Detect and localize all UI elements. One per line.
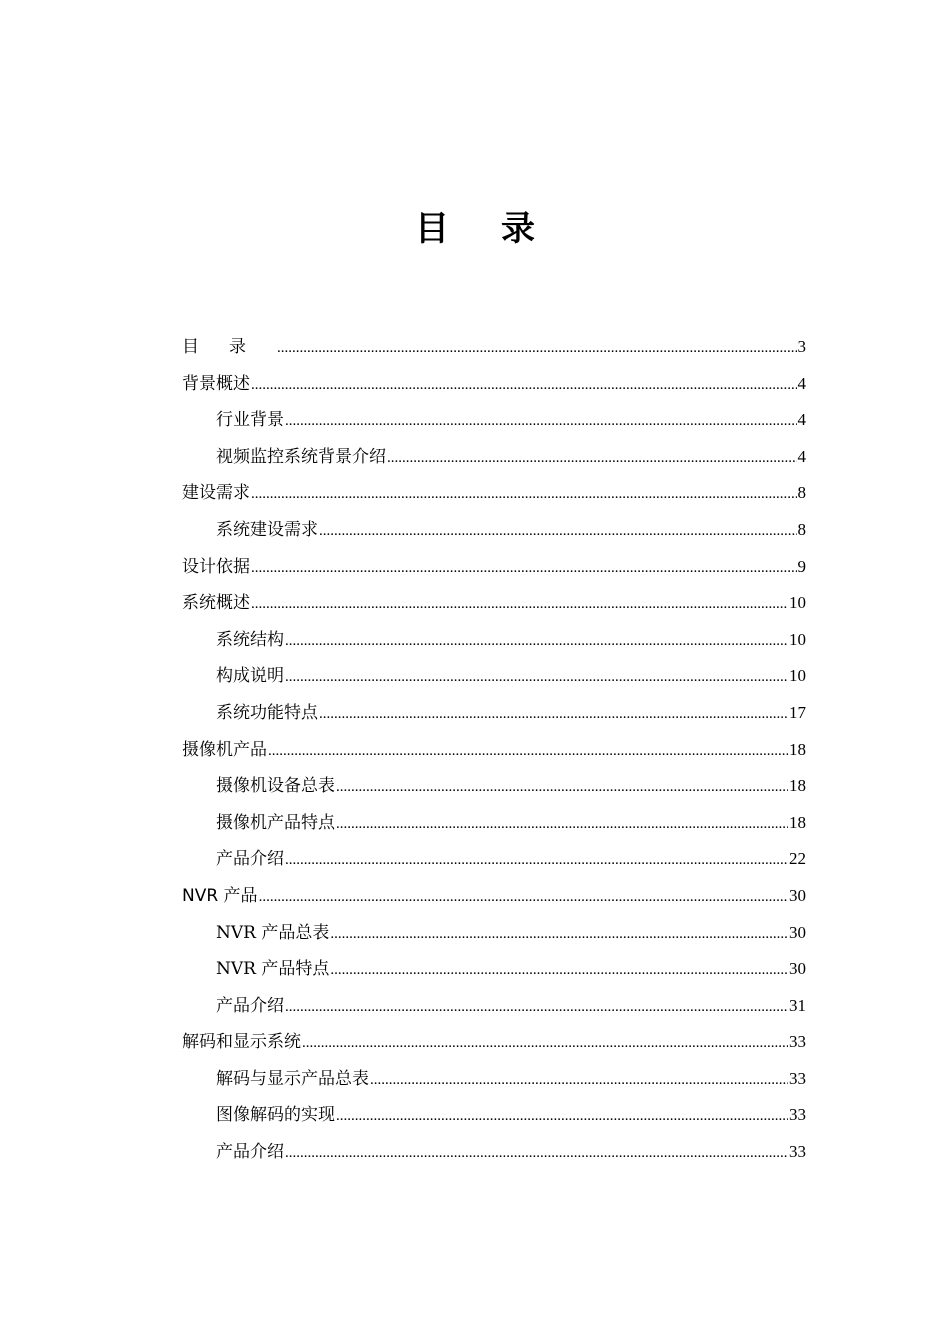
toc-page-number: 30 <box>789 885 806 905</box>
toc-page-number: 33 <box>789 1068 806 1088</box>
toc-entry[interactable] <box>180 585 806 622</box>
toc-dot-leader <box>277 330 797 367</box>
toc-entry-text: 行业背景 <box>216 410 284 431</box>
toc-entry-text: 系统建设需求 <box>216 519 318 540</box>
toc-entry[interactable] <box>180 768 806 805</box>
toc-dot-leader <box>285 989 788 1026</box>
toc-entry[interactable] <box>180 475 806 512</box>
toc-entry[interactable] <box>180 512 806 549</box>
toc-entry[interactable] <box>180 329 806 366</box>
toc-page-number: 30 <box>789 922 806 942</box>
toc-dot-leader <box>285 403 797 440</box>
toc-entry[interactable] <box>180 658 806 695</box>
toc-entry-text: NVR 产品 <box>182 885 258 906</box>
table-of-contents <box>180 329 806 1171</box>
toc-page-number: 18 <box>789 812 806 832</box>
toc-dot-leader <box>285 842 788 879</box>
toc-entry[interactable] <box>180 1061 806 1098</box>
toc-page-number: 10 <box>789 666 806 686</box>
toc-dot-leader <box>319 696 788 733</box>
page-title: 目录 <box>415 209 587 249</box>
toc-page-number: 18 <box>789 776 806 796</box>
toc-entry-text: 产品介绍 <box>216 849 284 870</box>
toc-dot-leader <box>285 623 788 660</box>
toc-entry[interactable] <box>180 841 806 878</box>
toc-page-number: 22 <box>789 849 806 869</box>
toc-dot-leader <box>302 1025 788 1062</box>
toc-dot-leader <box>268 733 788 770</box>
toc-dot-leader <box>285 659 788 696</box>
toc-dot-leader <box>251 586 788 623</box>
toc-entry-text: 系统结构 <box>216 629 284 650</box>
toc-entry-text: 系统功能特点 <box>216 702 318 723</box>
toc-page-number: 18 <box>789 739 806 759</box>
toc-page-number: 4 <box>797 373 806 393</box>
toc-entry[interactable] <box>180 622 806 659</box>
toc-page-number: 4 <box>797 410 806 430</box>
toc-entry-text: 产品介绍 <box>216 995 284 1016</box>
toc-dot-leader <box>251 550 797 587</box>
toc-entry[interactable] <box>180 439 806 476</box>
toc-dot-leader <box>336 769 788 806</box>
toc-dot-leader <box>259 879 788 916</box>
toc-entry[interactable] <box>180 805 806 842</box>
toc-entry[interactable] <box>180 549 806 586</box>
toc-page-number: 8 <box>797 483 806 503</box>
toc-page-number: 31 <box>789 995 806 1015</box>
toc-entry-text: 摄像机设备总表 <box>216 776 335 797</box>
toc-dot-leader <box>330 952 788 989</box>
toc-entry[interactable] <box>180 988 806 1025</box>
toc-dot-leader <box>251 367 797 404</box>
toc-entry[interactable] <box>180 878 806 915</box>
toc-page-number: 10 <box>789 593 806 613</box>
toc-dot-leader <box>336 806 788 843</box>
toc-entry-text: 建设需求 <box>182 483 250 504</box>
toc-dot-leader <box>370 1062 788 1099</box>
toc-entry-text: NVR 产品总表 <box>216 922 330 943</box>
toc-entry-text: 摄像机产品 <box>182 739 267 760</box>
toc-entry-text: NVR 产品特点 <box>216 959 330 980</box>
toc-entry-text: 目录 <box>182 337 276 357</box>
toc-entry[interactable] <box>180 915 806 952</box>
toc-page-number: 10 <box>789 629 806 649</box>
toc-page-number: 33 <box>789 1105 806 1125</box>
toc-entry-text: 解码与显示产品总表 <box>216 1068 369 1089</box>
toc-page-number: 8 <box>797 519 806 539</box>
toc-dot-leader <box>285 1135 788 1172</box>
toc-page-number: 4 <box>797 446 806 466</box>
toc-entry-text: 构成说明 <box>216 666 284 687</box>
toc-entry-text: 系统概述 <box>182 593 250 614</box>
toc-page-number: 33 <box>789 1142 806 1162</box>
toc-page-number: 17 <box>789 702 806 722</box>
toc-entry[interactable] <box>180 402 806 439</box>
toc-entry-text: 设计依据 <box>182 556 250 577</box>
toc-page-number: 33 <box>789 1032 806 1052</box>
toc-entry[interactable] <box>180 695 806 732</box>
toc-dot-leader <box>251 476 797 513</box>
toc-entry[interactable] <box>180 1134 806 1171</box>
toc-entry[interactable] <box>180 732 806 769</box>
toc-entry-text: 产品介绍 <box>216 1142 284 1163</box>
toc-entry[interactable] <box>180 366 806 403</box>
toc-entry-text: 解码和显示系统 <box>182 1032 301 1053</box>
toc-entry[interactable] <box>180 1097 806 1134</box>
toc-page-number: 3 <box>797 337 806 356</box>
toc-entry[interactable] <box>180 951 806 988</box>
toc-dot-leader <box>387 440 797 477</box>
toc-entry-text: 图像解码的实现 <box>216 1105 335 1126</box>
toc-entry-text: 摄像机产品特点 <box>216 812 335 833</box>
toc-page-number: 9 <box>797 556 806 576</box>
toc-dot-leader <box>330 916 788 953</box>
toc-entry-text: 背景概述 <box>182 373 250 394</box>
toc-page-number: 30 <box>789 959 806 979</box>
toc-entry-text: 视频监控系统背景介绍 <box>216 446 386 467</box>
toc-dot-leader <box>319 513 797 550</box>
toc-entry[interactable] <box>180 1024 806 1061</box>
toc-dot-leader <box>336 1098 788 1135</box>
